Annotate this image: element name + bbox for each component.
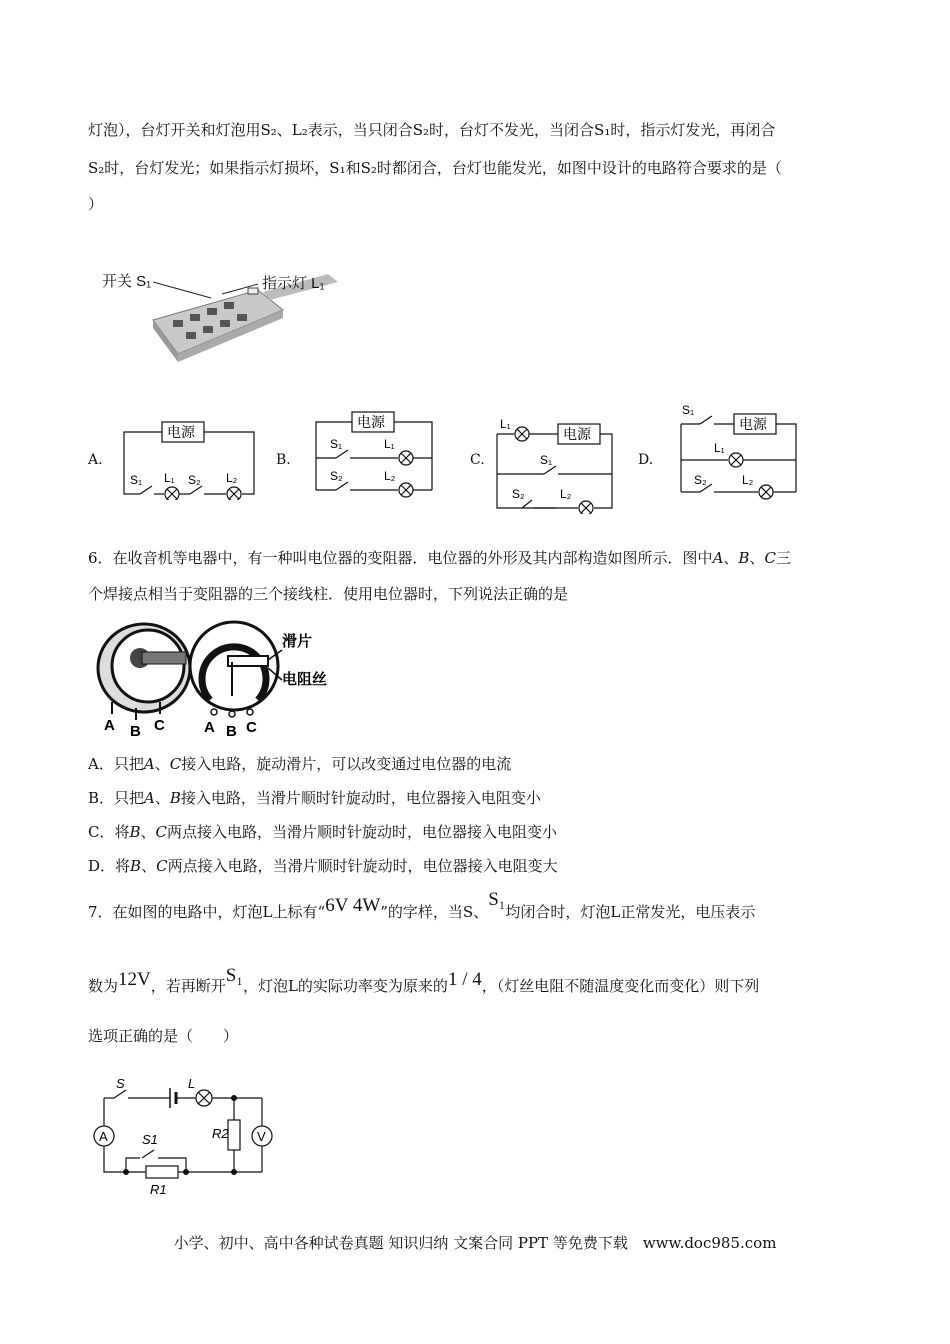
svg-text:S₁: S₁: [682, 403, 695, 417]
svg-text:L₁: L₁: [714, 441, 725, 455]
svg-text:S: S: [116, 1076, 125, 1091]
circuit-c: [494, 414, 620, 514]
circuit-d-power: 电源: [739, 416, 767, 432]
label-slider: 滑片: [282, 633, 313, 650]
circuit-a-power: 电源: [167, 424, 195, 440]
svg-text:S₁: S₁: [330, 437, 343, 451]
circuit-q7: [90, 1076, 280, 1200]
q7-text-line2: 数为12V，若再断开S₁，灯泡L的实际功率变为原来的1 / 4，（灯丝电阻不随温度变化而变化）则下列: [88, 965, 760, 995]
svg-text:S₁: S₁: [130, 473, 143, 487]
svg-text:S₁: S₁: [540, 453, 553, 467]
svg-text:A: A: [204, 719, 215, 736]
svg-text:C: C: [154, 717, 165, 734]
q6-option-d[interactable]: D．将B、C两点接入电路，当滑片顺时针旋动时，电位器接入电阻变大: [88, 857, 558, 875]
potentiometer-image: [92, 612, 352, 738]
svg-text:L₂: L₂: [742, 473, 754, 487]
svg-text:L₁: L₁: [500, 417, 511, 431]
svg-text:L₂: L₂: [226, 471, 238, 485]
circuit-b: [308, 406, 438, 498]
q6-option-b[interactable]: B．只把A、B接入电路，当滑片顺时针旋动时，电位器接入电阻变小: [88, 789, 541, 807]
svg-text:S₂: S₂: [188, 473, 201, 487]
footer-text: 小学、初中、高中各种试卷真题 知识归纳 文案合同 PPT 等免费下载 www.doc985.com: [173, 1234, 777, 1252]
svg-text:L₂: L₂: [560, 487, 572, 501]
q7-text-line3: 选项正确的是（ ）: [88, 1027, 239, 1045]
svg-text:S₂: S₂: [512, 487, 525, 501]
circuit-b-power: 电源: [357, 414, 385, 430]
svg-text:L₁: L₁: [384, 437, 395, 451]
svg-text:C: C: [246, 719, 257, 736]
circuit-c-power: 电源: [563, 426, 591, 442]
svg-text:A: A: [99, 1129, 108, 1144]
svg-text:B: B: [130, 723, 141, 738]
svg-text:V: V: [257, 1129, 266, 1144]
circuit-a: [118, 416, 260, 500]
circuit-d: [676, 400, 802, 500]
svg-text:S₂: S₂: [694, 473, 707, 487]
photo-label-switch: 开关 S₁: [102, 273, 152, 290]
q5-option-c-label[interactable]: C.: [470, 452, 485, 468]
q6-option-c[interactable]: C．将B、C两点接入电路，当滑片顺时针旋动时，电位器接入电阻变小: [88, 823, 558, 841]
svg-text:S₂: S₂: [330, 469, 343, 483]
svg-text:L: L: [188, 1076, 196, 1091]
svg-text:R1: R1: [150, 1182, 167, 1197]
label-resistance-wire: 电阻丝: [282, 671, 328, 688]
q6-option-a[interactable]: A．只把A、C接入电路，旋动滑片，可以改变通过电位器的电流: [88, 755, 512, 773]
q7-text-line1: 7．在如图的电路中，灯泡L上标有“6V 4W”的字样，当S、S₁均闭合时，灯泡L正常发光，电压表示: [88, 889, 756, 921]
q6-text-line2: 个焊接点相当于变阻器的三个接线柱．使用电位器时，下列说法正确的是: [88, 585, 569, 603]
svg-text:R2: R2: [212, 1126, 229, 1141]
svg-text:A: A: [104, 717, 115, 734]
q5-option-a-label[interactable]: A.: [88, 452, 103, 468]
q5-option-b-label[interactable]: B.: [276, 452, 291, 468]
q5-text-line1: 灯泡），台灯开关和灯泡用S₂、L₂表示，当只闭合S₂时，台灯不发光，当闭合S₁时，指示灯发光，再闭合: [88, 121, 776, 139]
q5-text-line3: ）: [88, 195, 104, 213]
photo-label-indicator: 指示灯 L₁: [262, 275, 325, 292]
svg-text:S1: S1: [142, 1132, 158, 1147]
svg-text:L₂: L₂: [384, 469, 396, 483]
q6-text-line1: 6．在收音机等电器中，有一种叫电位器的变阻器．电位器的外形及其内部构造如图所示．图中A、B、C三: [88, 549, 791, 567]
svg-text:B: B: [226, 723, 237, 738]
svg-text:L₁: L₁: [164, 471, 175, 485]
q5-option-d-label[interactable]: D.: [638, 452, 654, 468]
q5-text-line2: S₂时，台灯发光；如果指示灯损坏，S₁和S₂时都闭合，台灯也能发光，如图中设计的电路符合要求的是（: [88, 159, 782, 177]
